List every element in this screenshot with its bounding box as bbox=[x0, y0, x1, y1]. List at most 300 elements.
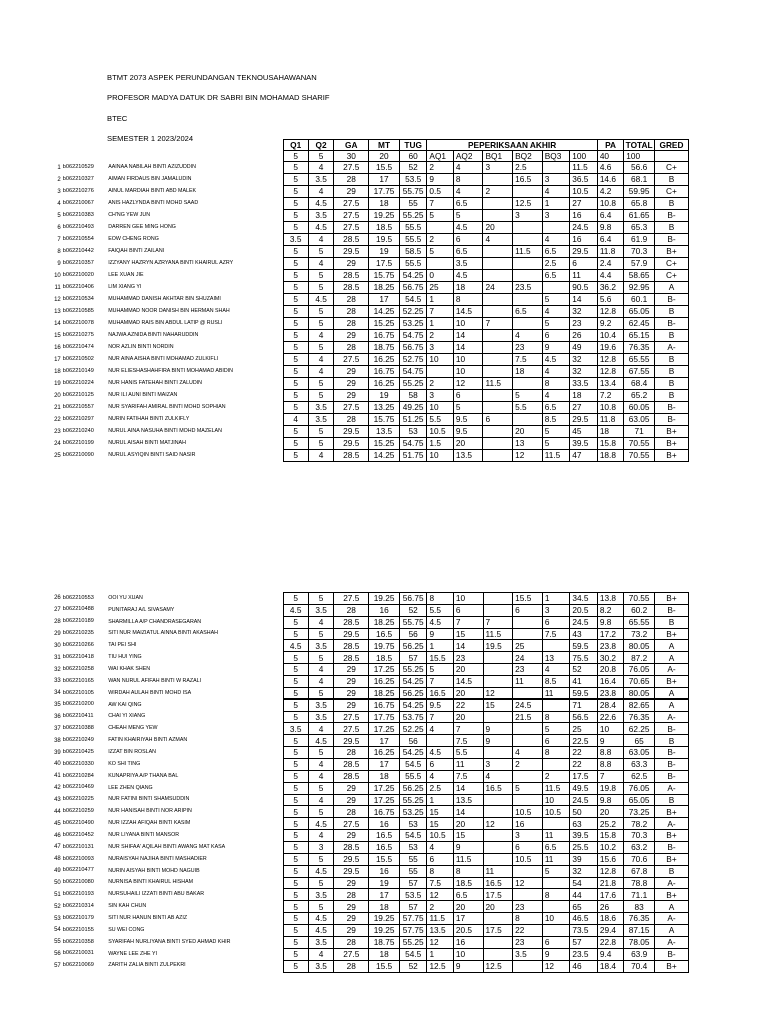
mark-cell: 5 bbox=[283, 830, 308, 842]
mark-cell: 5 bbox=[513, 782, 543, 794]
student-name: SU WEI CONG bbox=[108, 926, 145, 933]
mark-cell: 65.15 bbox=[624, 330, 655, 342]
mark-cell: 6 bbox=[542, 735, 570, 747]
table-row bbox=[48, 699, 689, 711]
mark-cell: 29.5 bbox=[334, 853, 369, 865]
mark-cell: 10 bbox=[597, 723, 623, 735]
mark-cell: 7.5 bbox=[427, 877, 453, 889]
mark-cell: 56.75 bbox=[399, 593, 427, 605]
mark-cell: 19.5 bbox=[483, 640, 513, 652]
mark-cell: B+ bbox=[654, 593, 688, 605]
mark-cell: 9 bbox=[597, 735, 623, 747]
mark-cell: 4.2 bbox=[597, 186, 623, 198]
mark-cell: B+ bbox=[654, 628, 688, 640]
mark-cell: 5 bbox=[283, 711, 308, 723]
matric-number: b062210093 bbox=[62, 855, 94, 862]
mark-cell: 25.5 bbox=[570, 842, 598, 854]
row-number: 38 bbox=[54, 737, 61, 744]
table-row bbox=[48, 294, 689, 306]
mark-cell: 56 bbox=[399, 735, 427, 747]
row-number: 16 bbox=[54, 344, 61, 351]
mark-cell: 13.5 bbox=[427, 925, 453, 937]
mark-cell: 3.5 bbox=[308, 936, 333, 948]
mark-cell: 70.4 bbox=[624, 960, 655, 972]
mark-cell: 53 bbox=[399, 818, 427, 830]
mark-cell: 4 bbox=[542, 186, 570, 198]
mark-cell: B- bbox=[654, 234, 688, 246]
mark-cell: 3 bbox=[483, 759, 513, 771]
mark-cell bbox=[483, 842, 513, 854]
mark-cell: 6 bbox=[542, 330, 570, 342]
matric-number: b062210493 bbox=[62, 223, 94, 230]
mark-cell: 5.5 bbox=[427, 414, 453, 426]
mark-cell: 11 bbox=[570, 270, 598, 282]
mark-cell: 17.25 bbox=[369, 782, 400, 794]
table-row bbox=[48, 378, 689, 390]
matric-number: b062210406 bbox=[62, 283, 94, 290]
mark-cell: 3 bbox=[513, 830, 543, 842]
table-row bbox=[48, 853, 689, 865]
mark-cell: 23 bbox=[513, 664, 543, 676]
mark-cell: 22 bbox=[570, 759, 598, 771]
mark-cell: 5 bbox=[283, 687, 308, 699]
mark-cell: 17.25 bbox=[369, 723, 400, 735]
mark-cell: 12.8 bbox=[597, 865, 623, 877]
mark-cell: 16.5 bbox=[369, 830, 400, 842]
student-name: FAIQAH BINTI ZAILANI bbox=[108, 247, 165, 254]
mark-cell: 5 bbox=[453, 210, 483, 222]
mark-cell: 4 bbox=[453, 186, 483, 198]
mark-cell: 5 bbox=[283, 306, 308, 318]
mark-cell: 9 bbox=[453, 960, 483, 972]
mark-cell: 87.2 bbox=[624, 652, 655, 664]
col-mt: MT bbox=[369, 140, 400, 151]
row-number: 33 bbox=[54, 678, 61, 685]
matric-number: b062210534 bbox=[62, 295, 94, 302]
mark-cell: 10 bbox=[427, 450, 453, 462]
mark-cell: 5 bbox=[308, 652, 333, 664]
mark-cell: 12 bbox=[483, 818, 513, 830]
mark-cell: 16.5 bbox=[369, 842, 400, 854]
mark-cell: 26 bbox=[597, 901, 623, 913]
mark-cell: 29 bbox=[334, 366, 369, 378]
table-row bbox=[48, 711, 689, 723]
mark-cell: 22 bbox=[453, 699, 483, 711]
row-number: 3 bbox=[57, 188, 61, 195]
mark-cell: 4 bbox=[308, 759, 333, 771]
mark-cell: 65.55 bbox=[624, 616, 655, 628]
student-name: NUR AINA AISHA BINTI MOHAMAD ZULKIFLI bbox=[108, 355, 218, 362]
mark-cell: 27.5 bbox=[334, 354, 369, 366]
mark-cell: 9 bbox=[483, 723, 513, 735]
student-name: WAYNE LEE ZHE YI bbox=[108, 950, 157, 957]
mark-cell: 55.75 bbox=[399, 616, 427, 628]
mark-cell: 15.5 bbox=[369, 960, 400, 972]
mark-cell: 2 bbox=[427, 330, 453, 342]
mark-cell: 23.8 bbox=[597, 640, 623, 652]
mark-cell: 4 bbox=[308, 366, 333, 378]
mark-cell: 43 bbox=[570, 628, 598, 640]
mark-cell: 9.4 bbox=[597, 948, 623, 960]
row-number: 43 bbox=[54, 797, 61, 804]
mark-cell: 8 bbox=[427, 865, 453, 877]
mark-cell: 4.5 bbox=[308, 735, 333, 747]
matric-number: b062210275 bbox=[62, 331, 94, 338]
mark-cell: 4 bbox=[308, 830, 333, 842]
mark-cell: 54.25 bbox=[399, 676, 427, 688]
mark-cell: 5 bbox=[283, 936, 308, 948]
mark-cell: 11.5 bbox=[513, 246, 543, 258]
row-number: 5 bbox=[57, 212, 61, 219]
mark-cell bbox=[542, 877, 570, 889]
row-number: 7 bbox=[57, 236, 61, 243]
mark-cell: 12 bbox=[513, 450, 543, 462]
table-row bbox=[48, 676, 689, 688]
mark-cell: 11.5 bbox=[542, 450, 570, 462]
sub-bq1: BQ1 bbox=[483, 151, 513, 162]
mark-cell: 5 bbox=[283, 794, 308, 806]
student-name: FATIN KHAIRIYAH BINTI AZMAN bbox=[108, 737, 188, 744]
col-q2: Q2 bbox=[308, 140, 333, 151]
mark-cell: 23 bbox=[570, 318, 598, 330]
mark-cell: 15.5 bbox=[427, 652, 453, 664]
row-number: 50 bbox=[54, 880, 61, 887]
mark-cell: 5 bbox=[283, 426, 308, 438]
mark-cell: 76.05 bbox=[624, 782, 655, 794]
mark-cell: 5 bbox=[283, 342, 308, 354]
mark-cell: A bbox=[654, 925, 688, 937]
student-name: NUR SHIFAA' AQILAH BINTI AWANG MAT KASA bbox=[108, 843, 226, 850]
row-number: 11 bbox=[54, 284, 61, 291]
row-number: 17 bbox=[54, 356, 61, 363]
mark-cell: 5 bbox=[283, 925, 308, 937]
table-row bbox=[48, 865, 689, 877]
mark-cell: 6.5 bbox=[542, 270, 570, 282]
matric-number: b062210477 bbox=[62, 867, 94, 874]
mark-cell: 57.9 bbox=[624, 258, 655, 270]
mark-cell: 12.5 bbox=[427, 960, 453, 972]
matric-number: b062210297 bbox=[62, 415, 94, 422]
mark-cell bbox=[542, 162, 570, 174]
student-name: CH'NG YEW JUN bbox=[108, 211, 151, 218]
sub-aq1: AQ1 bbox=[427, 151, 453, 162]
student-name: NUR ELIESHASHAHFIRA BINTI MOHAMAD ABIDIN bbox=[108, 367, 233, 374]
mark-cell: 16.5 bbox=[369, 628, 400, 640]
mark-cell: 20 bbox=[453, 901, 483, 913]
row-number: 1 bbox=[57, 164, 61, 171]
mark-cell: 19.8 bbox=[597, 782, 623, 794]
mark-cell: 5 bbox=[283, 162, 308, 174]
mark-cell bbox=[483, 246, 513, 258]
mark-cell: 70.55 bbox=[624, 450, 655, 462]
mark-cell: 5 bbox=[308, 318, 333, 330]
row-number: 25 bbox=[54, 452, 61, 459]
table-row bbox=[48, 936, 689, 948]
table-row bbox=[48, 842, 689, 854]
mark-cell: 29 bbox=[334, 925, 369, 937]
row-number: 21 bbox=[54, 404, 61, 411]
mark-cell: 1 bbox=[427, 640, 453, 652]
mark-cell: 54.5 bbox=[399, 948, 427, 960]
student-name: MUHAMMAD DANISH AKHTAR BIN SHUZAIMI bbox=[108, 295, 221, 302]
mark-cell bbox=[513, 687, 543, 699]
mark-cell: 4 bbox=[542, 390, 570, 402]
mark-cell: 1 bbox=[427, 948, 453, 960]
table-row bbox=[48, 664, 689, 676]
mark-cell: 2 bbox=[427, 162, 453, 174]
row-number: 53 bbox=[54, 915, 61, 922]
mark-cell bbox=[483, 853, 513, 865]
mark-cell: B bbox=[654, 354, 688, 366]
mark-cell: 3 bbox=[308, 842, 333, 854]
mark-cell: 82.65 bbox=[624, 699, 655, 711]
mark-cell: 53.25 bbox=[399, 806, 427, 818]
mark-cell: 20 bbox=[597, 806, 623, 818]
mark-cell: 6.5 bbox=[542, 246, 570, 258]
mark-cell: 54.5 bbox=[399, 830, 427, 842]
mark-cell: 5 bbox=[283, 865, 308, 877]
student-name: NUR FATINI BINTI SHAMSUDDIN bbox=[108, 796, 190, 803]
mark-cell: 28.5 bbox=[334, 640, 369, 652]
mark-cell: 8 bbox=[453, 294, 483, 306]
student-name: NURUL AINA NASUHA BINTI MOHD MAZELAN bbox=[108, 427, 222, 434]
mark-cell: 5 bbox=[283, 676, 308, 688]
mark-cell: 17 bbox=[453, 913, 483, 925]
mark-cell: 8.2 bbox=[597, 604, 623, 616]
row-number: 23 bbox=[54, 428, 61, 435]
mark-cell: 29.5 bbox=[570, 414, 598, 426]
mark-cell: 16 bbox=[453, 936, 483, 948]
mark-cell: 5 bbox=[453, 402, 483, 414]
mark-cell bbox=[483, 402, 513, 414]
mark-cell: 5 bbox=[308, 270, 333, 282]
student-name: LEE XUAN JIE bbox=[108, 271, 144, 278]
mark-cell: 83 bbox=[624, 901, 655, 913]
mark-cell: 5 bbox=[283, 842, 308, 854]
row-number: 44 bbox=[54, 808, 61, 815]
matric-number: b062210442 bbox=[62, 247, 94, 254]
table-row bbox=[48, 354, 689, 366]
mark-cell: 11 bbox=[483, 865, 513, 877]
student-name: SITI NUR MAIZIATUL AINNA BINTI AKASHAH bbox=[108, 630, 218, 637]
mark-cell: 4.6 bbox=[597, 162, 623, 174]
mark-cell: 29 bbox=[334, 830, 369, 842]
mark-cell: 18.5 bbox=[453, 877, 483, 889]
mark-cell: 11.5 bbox=[570, 162, 598, 174]
mark-cell: 18 bbox=[570, 390, 598, 402]
mark-cell: 10.5 bbox=[427, 830, 453, 842]
mark-cell: 5 bbox=[283, 770, 308, 782]
mark-cell: 71.1 bbox=[624, 889, 655, 901]
student-name: TAI PEI SHI bbox=[108, 642, 137, 649]
mark-cell: 10.2 bbox=[597, 842, 623, 854]
row-number: 47 bbox=[54, 844, 61, 851]
mark-cell: 20 bbox=[453, 818, 483, 830]
table-row bbox=[48, 330, 689, 342]
mark-cell: 1 bbox=[427, 318, 453, 330]
mark-cell: 7.2 bbox=[597, 390, 623, 402]
matric-number: b062210554 bbox=[62, 235, 94, 242]
mark-cell: 6.5 bbox=[453, 246, 483, 258]
mark-cell: 65.2 bbox=[624, 390, 655, 402]
mark-cell: 54 bbox=[570, 877, 598, 889]
mark-cell: 5 bbox=[283, 258, 308, 270]
student-name: NUR IZZAH AFIQAH BINTI KASIM bbox=[108, 820, 191, 827]
mark-cell: 13.5 bbox=[453, 450, 483, 462]
student-name: OOI YU XUAN bbox=[108, 594, 143, 601]
mark-cell: 5 bbox=[283, 901, 308, 913]
mark-cell: 19.25 bbox=[369, 925, 400, 937]
mark-cell: 65 bbox=[570, 901, 598, 913]
mark-cell: 5 bbox=[513, 390, 543, 402]
mark-cell: 59.5 bbox=[570, 687, 598, 699]
mark-cell bbox=[483, 593, 513, 605]
mark-cell: 90.5 bbox=[570, 282, 598, 294]
student-name: AAINAA NABILAH BINTI AZIZUDDIN bbox=[108, 163, 196, 170]
mark-cell: 3.5 bbox=[308, 711, 333, 723]
row-number: 13 bbox=[54, 308, 61, 315]
mark-cell: 53 bbox=[399, 426, 427, 438]
table-row bbox=[48, 889, 689, 901]
mark-cell: 11 bbox=[513, 676, 543, 688]
mark-cell: 15.75 bbox=[369, 414, 400, 426]
mark-cell: 5 bbox=[283, 378, 308, 390]
mark-cell: 57 bbox=[570, 936, 598, 948]
mark-cell: 22 bbox=[513, 925, 543, 937]
mark-cell: 11.8 bbox=[597, 414, 623, 426]
mark-cell: 5 bbox=[283, 913, 308, 925]
mark-cell bbox=[513, 770, 543, 782]
mark-cell: 8 bbox=[513, 913, 543, 925]
mark-cell: 10 bbox=[542, 913, 570, 925]
mark-cell: 5 bbox=[542, 438, 570, 450]
mark-cell: 49.25 bbox=[399, 402, 427, 414]
mark-cell: 4 bbox=[542, 366, 570, 378]
max-total: 100 bbox=[624, 151, 655, 162]
table-row bbox=[48, 806, 689, 818]
mark-cell bbox=[483, 258, 513, 270]
student-name: CHEAH MENG YEW bbox=[108, 725, 158, 732]
mark-cell: B+ bbox=[654, 830, 688, 842]
mark-cell: 3.5 bbox=[283, 723, 308, 735]
matric-number: b062210031 bbox=[62, 950, 94, 957]
mark-cell: B- bbox=[654, 747, 688, 759]
mark-cell: 16 bbox=[570, 210, 598, 222]
matric-number: b062210090 bbox=[62, 451, 94, 458]
mark-cell: 45 bbox=[570, 426, 598, 438]
mark-cell: 49.5 bbox=[570, 782, 598, 794]
mark-cell: 2 bbox=[427, 234, 453, 246]
mark-cell: A- bbox=[654, 342, 688, 354]
mark-cell: 61.65 bbox=[624, 210, 655, 222]
mark-cell: 54.5 bbox=[399, 294, 427, 306]
matric-number: b062210179 bbox=[62, 914, 94, 921]
mark-cell: 21.5 bbox=[513, 711, 543, 723]
student-name: NURIN FATIHAH BINTI ZULKIFLY bbox=[108, 415, 190, 422]
mark-cell bbox=[542, 699, 570, 711]
mark-cell: B+ bbox=[654, 246, 688, 258]
mark-cell: 23.5 bbox=[570, 948, 598, 960]
matric-number: b062210240 bbox=[62, 427, 94, 434]
sub-aq2: AQ2 bbox=[453, 151, 483, 162]
mark-cell bbox=[427, 222, 453, 234]
mark-cell bbox=[483, 306, 513, 318]
mark-cell: 5 bbox=[283, 664, 308, 676]
mark-cell bbox=[483, 366, 513, 378]
matric-number: b062210488 bbox=[62, 606, 94, 613]
mark-cell: B+ bbox=[654, 438, 688, 450]
mark-cell: 7 bbox=[483, 318, 513, 330]
mark-cell: B- bbox=[654, 842, 688, 854]
mark-cell: 18.25 bbox=[369, 282, 400, 294]
max-marks-row bbox=[48, 151, 689, 162]
mark-cell: 73.25 bbox=[624, 806, 655, 818]
mark-cell: 41 bbox=[570, 676, 598, 688]
mark-cell: 29 bbox=[334, 901, 369, 913]
mark-cell bbox=[483, 747, 513, 759]
mark-cell: 3.5 bbox=[308, 699, 333, 711]
mark-cell: 5 bbox=[283, 782, 308, 794]
mark-cell: 5 bbox=[542, 294, 570, 306]
student-name: AINUL MARDIAH BINTI ABD MALEK bbox=[108, 187, 197, 194]
mark-cell: 53 bbox=[399, 842, 427, 854]
mark-cell: 5 bbox=[283, 818, 308, 830]
mark-cell: 17.25 bbox=[369, 794, 400, 806]
table-row bbox=[48, 402, 689, 414]
student-name: NURUL ASYIQIN BINTI SAID NASIR bbox=[108, 451, 196, 458]
table-row bbox=[48, 640, 689, 652]
mark-cell: A bbox=[654, 699, 688, 711]
matric-number: b062210258 bbox=[62, 665, 94, 672]
mark-cell: 16.25 bbox=[369, 354, 400, 366]
matric-number: b062210080 bbox=[62, 879, 94, 886]
mark-cell: 19 bbox=[369, 246, 400, 258]
matric-number: b062210199 bbox=[62, 439, 94, 446]
student-name: SHARMILLA A/P CHANDRASEGARAN bbox=[108, 618, 202, 625]
mark-cell: 10 bbox=[542, 794, 570, 806]
matric-number: b062210474 bbox=[62, 343, 94, 350]
mark-cell: 63.05 bbox=[624, 747, 655, 759]
mark-cell: 3.5 bbox=[308, 210, 333, 222]
mark-cell bbox=[483, 198, 513, 210]
mark-cell: 4.5 bbox=[427, 616, 453, 628]
mark-cell: 17.2 bbox=[597, 628, 623, 640]
mark-cell: 5 bbox=[308, 687, 333, 699]
mark-cell: 5 bbox=[283, 450, 308, 462]
mark-cell: 17 bbox=[369, 294, 400, 306]
mark-cell: 15.8 bbox=[597, 830, 623, 842]
mark-cell: 50 bbox=[570, 806, 598, 818]
mark-cell: 8.8 bbox=[597, 747, 623, 759]
mark-cell: 60.1 bbox=[624, 294, 655, 306]
student-name: NURUL AISAH BINTI MATJINAH bbox=[108, 439, 186, 446]
mark-cell: 4 bbox=[542, 306, 570, 318]
mark-cell: 7 bbox=[597, 770, 623, 782]
mark-cell: 8 bbox=[542, 747, 570, 759]
mark-cell: 3.5 bbox=[308, 414, 333, 426]
row-number: 54 bbox=[54, 927, 61, 934]
table-row bbox=[48, 901, 689, 913]
mark-cell: 15 bbox=[427, 806, 453, 818]
mark-cell: 65.55 bbox=[624, 354, 655, 366]
mark-cell: 5 bbox=[542, 318, 570, 330]
mark-cell: 28 bbox=[334, 936, 369, 948]
mark-cell: 5 bbox=[283, 877, 308, 889]
mark-cell: 7 bbox=[483, 616, 513, 628]
mark-cell: 15.6 bbox=[597, 853, 623, 865]
mark-cell: 5 bbox=[283, 735, 308, 747]
mark-cell: 18.6 bbox=[597, 913, 623, 925]
